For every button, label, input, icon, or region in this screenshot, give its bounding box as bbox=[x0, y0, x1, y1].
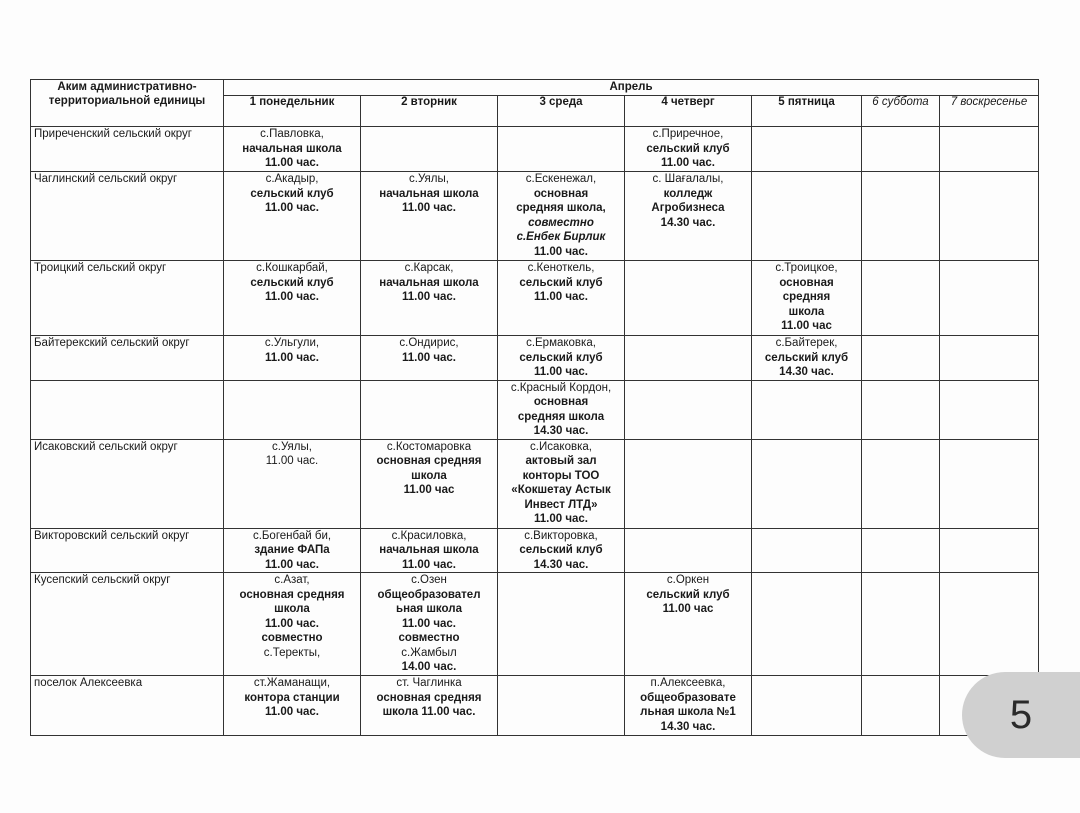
cell-line: 11.00 час. bbox=[401, 558, 456, 571]
cell-line: с.Ондирис, bbox=[399, 337, 459, 349]
cell-line: с.Приречное, bbox=[652, 128, 724, 140]
cell-line: с.Азат, bbox=[274, 574, 310, 586]
cell-line: 11.00 час. bbox=[533, 245, 588, 258]
schedule-cell bbox=[752, 380, 862, 439]
cell-line: п.Алексеевка, bbox=[650, 677, 726, 689]
admin-unit-name: Кусепский сельский округ bbox=[31, 573, 224, 676]
schedule-cell bbox=[224, 336, 361, 381]
schedule-cell bbox=[752, 676, 862, 736]
schedule-cell bbox=[361, 172, 498, 261]
cell-line: 11.00 час. bbox=[264, 291, 319, 303]
cell-line: школа bbox=[788, 305, 825, 318]
cell-line: «Кокшетау Астык bbox=[511, 484, 611, 496]
schedule-cell bbox=[625, 380, 752, 439]
schedule-cell bbox=[752, 528, 862, 573]
day-header: 2 вторник bbox=[361, 96, 498, 127]
day-header: 1 понедельник bbox=[224, 96, 361, 127]
cell-line: контора станции bbox=[244, 691, 340, 704]
cell-line: 14.30 час. bbox=[533, 425, 589, 437]
cell-line: ьная школа bbox=[396, 603, 462, 615]
cell-line: сельский клуб bbox=[250, 276, 334, 289]
schedule-cell bbox=[361, 336, 498, 381]
admin-unit-name: Исаковский сельский округ bbox=[31, 439, 224, 528]
day-header: 3 среда bbox=[498, 96, 625, 127]
schedule-body bbox=[31, 127, 1039, 736]
schedule-cell bbox=[498, 573, 625, 676]
schedule-cell bbox=[361, 439, 498, 528]
schedule-cell bbox=[752, 336, 862, 381]
schedule-cell bbox=[224, 127, 361, 172]
cell-line: 11.00 час bbox=[403, 484, 455, 496]
schedule-cell bbox=[498, 336, 625, 381]
cell-line: с.Ульгули, bbox=[264, 337, 320, 349]
cell-line: конторы ТОО bbox=[522, 469, 600, 482]
schedule-cell bbox=[224, 172, 361, 261]
admin-unit-name: Троицкий сельский округ bbox=[31, 261, 224, 336]
cell-line: с.Уялы, bbox=[272, 440, 312, 453]
schedule-cell bbox=[498, 528, 625, 573]
schedule-cell bbox=[224, 676, 361, 736]
cell-line: с.Красиловка, bbox=[391, 529, 467, 542]
cell-line: с.Озен bbox=[411, 574, 447, 586]
table-row bbox=[31, 127, 1039, 172]
cell-line: с.Исаковка, bbox=[530, 440, 592, 453]
schedule-cell bbox=[625, 528, 752, 573]
schedule-cell bbox=[940, 528, 1039, 573]
cell-line: 11.00 час. bbox=[264, 706, 319, 718]
cell-line: 11.00 час. bbox=[264, 617, 319, 630]
cell-line: основная средняя bbox=[239, 588, 345, 601]
table-row bbox=[31, 439, 1039, 528]
cell-line: ст. Чаглинка bbox=[396, 677, 462, 689]
schedule-cell bbox=[862, 573, 940, 676]
cell-line: с.Жамбыл bbox=[401, 646, 457, 659]
cell-line: 11.00 час. bbox=[264, 558, 319, 571]
schedule-cell bbox=[862, 380, 940, 439]
admin-unit-name: Чаглинский сельский округ bbox=[31, 172, 224, 261]
schedule-cell bbox=[361, 676, 498, 736]
table-row bbox=[31, 172, 1039, 261]
cell-line: 11.00 час. bbox=[401, 617, 456, 630]
schedule-cell bbox=[752, 261, 862, 336]
cell-line: с.Оркен bbox=[666, 574, 710, 586]
table-row bbox=[31, 573, 1039, 676]
cell-line: с.Акадыр, bbox=[265, 173, 319, 185]
schedule-table bbox=[30, 79, 1039, 736]
cell-line: 11.00 час. bbox=[401, 291, 456, 303]
cell-line: 11.00 час bbox=[781, 320, 832, 332]
admin-unit-name: Приреченский сельский округ bbox=[31, 127, 224, 172]
cell-line: льная школа №1 bbox=[640, 706, 736, 718]
schedule-cell bbox=[625, 127, 752, 172]
schedule-cell bbox=[498, 439, 625, 528]
table-row bbox=[31, 380, 1039, 439]
schedule-cell bbox=[498, 172, 625, 261]
cell-line: совместно bbox=[261, 632, 323, 644]
cell-line: общеобразовате bbox=[640, 691, 736, 704]
day-header: 4 четверг bbox=[625, 96, 752, 127]
cell-line: 11.00 час. bbox=[401, 351, 456, 364]
cell-line: с.Енбек Бирлик bbox=[516, 231, 606, 243]
cell-line: начальная школа bbox=[379, 187, 479, 200]
cell-line: основная bbox=[779, 276, 834, 289]
cell-line: с.Троицкое, bbox=[775, 262, 838, 274]
schedule-cell bbox=[940, 439, 1039, 528]
schedule-cell bbox=[752, 172, 862, 261]
cell-line: начальная школа bbox=[242, 142, 342, 155]
cell-line: с.Викторовка, bbox=[524, 529, 598, 542]
cell-line: сельский клуб bbox=[519, 544, 603, 556]
cell-line: Агробизнеса bbox=[651, 202, 725, 214]
admin-unit-header: Аким административно-территориальной единицы bbox=[31, 80, 224, 127]
cell-line: 14.30 час. bbox=[779, 366, 834, 378]
schedule-cell bbox=[361, 573, 498, 676]
cell-line: начальная школа bbox=[379, 276, 479, 289]
schedule-cell bbox=[862, 172, 940, 261]
cell-line: начальная школа bbox=[379, 544, 479, 556]
cell-line: 14.30 час. bbox=[533, 558, 589, 571]
cell-line: с.Теректы, bbox=[263, 646, 321, 659]
cell-line: средняя школа, bbox=[516, 202, 606, 214]
cell-line: 11.00 час. bbox=[264, 351, 319, 364]
cell-line: колледж bbox=[663, 187, 713, 200]
cell-line: основная средняя bbox=[376, 691, 482, 704]
cell-line: основная bbox=[533, 187, 589, 200]
schedule-cell bbox=[862, 261, 940, 336]
schedule-cell bbox=[625, 336, 752, 381]
table-row bbox=[31, 528, 1039, 573]
cell-line: основная средняя bbox=[376, 455, 482, 467]
cell-line: средняя bbox=[782, 291, 831, 303]
schedule-cell bbox=[940, 127, 1039, 172]
cell-line: с.Костомаровка bbox=[386, 440, 472, 453]
schedule-cell bbox=[498, 261, 625, 336]
cell-line: ст.Жаманащи, bbox=[253, 677, 331, 689]
schedule-cell bbox=[361, 261, 498, 336]
table-row bbox=[31, 336, 1039, 381]
schedule-cell bbox=[862, 336, 940, 381]
schedule-cell bbox=[752, 127, 862, 172]
cell-line: школа bbox=[411, 469, 447, 482]
cell-line: школа 11.00 час. bbox=[382, 706, 476, 718]
schedule-cell bbox=[625, 261, 752, 336]
cell-line: сельский клуб bbox=[519, 276, 603, 289]
cell-line: совместно bbox=[528, 216, 594, 229]
schedule-cell bbox=[224, 439, 361, 528]
cell-line: совместно bbox=[398, 632, 460, 644]
cell-line: с.Кошкарбай, bbox=[256, 262, 328, 274]
schedule-cell bbox=[940, 573, 1039, 676]
day-header: 5 пятница bbox=[752, 96, 862, 127]
cell-line: Инвест ЛТД» bbox=[524, 498, 598, 511]
cell-line: 11.00 час. bbox=[264, 157, 319, 169]
cell-line: 11.00 час bbox=[662, 603, 714, 615]
table-row bbox=[31, 676, 1039, 736]
cell-line: с.Уялы, bbox=[409, 173, 449, 185]
cell-line: 11.00 час. bbox=[533, 366, 588, 378]
cell-line: основная bbox=[533, 396, 589, 408]
cell-line: сельский клуб bbox=[764, 351, 849, 364]
cell-line: с.Красный Кордон, bbox=[510, 381, 612, 394]
schedule-cell bbox=[940, 380, 1039, 439]
schedule-cell bbox=[498, 127, 625, 172]
schedule-cell bbox=[224, 261, 361, 336]
cell-line: 14.30 час. bbox=[660, 216, 716, 229]
cell-line: средняя школа bbox=[517, 410, 605, 423]
cell-line: с.Павловка, bbox=[260, 128, 324, 140]
schedule-cell bbox=[940, 336, 1039, 381]
schedule-cell bbox=[361, 127, 498, 172]
cell-line: 11.00 час. bbox=[401, 202, 456, 214]
schedule-cell bbox=[498, 380, 625, 439]
month-header: Апрель bbox=[224, 80, 1039, 96]
cell-line: с.Ескенежал, bbox=[525, 173, 597, 185]
cell-line: 11.00 час. bbox=[264, 202, 319, 214]
cell-line: с.Байтерек, bbox=[775, 337, 838, 349]
cell-line: сельский клуб bbox=[646, 588, 730, 601]
schedule-cell bbox=[752, 439, 862, 528]
schedule-cell bbox=[361, 380, 498, 439]
cell-line: 11.00 час. bbox=[660, 157, 715, 169]
cell-line: с.Богенбай би, bbox=[252, 529, 332, 542]
schedule-cell bbox=[862, 528, 940, 573]
admin-unit-name bbox=[31, 380, 224, 439]
cell-line: 11.00 час. bbox=[533, 513, 588, 525]
schedule-cell bbox=[940, 172, 1039, 261]
schedule-cell bbox=[625, 676, 752, 736]
cell-line: 14.00 час. bbox=[401, 661, 457, 673]
schedule-cell bbox=[625, 573, 752, 676]
cell-line: актовый зал bbox=[525, 455, 597, 467]
admin-unit-name: поселок Алексеевка bbox=[31, 676, 224, 736]
cell-line: с.Ермаковка, bbox=[526, 337, 596, 349]
cell-line: здание ФАПа bbox=[254, 544, 330, 556]
day-header: 7 воскресенье bbox=[940, 96, 1039, 127]
cell-line: сельский клуб bbox=[519, 351, 603, 364]
page-number-badge: 5 bbox=[962, 672, 1080, 758]
schedule-cell bbox=[862, 676, 940, 736]
cell-line: 11.00 час. bbox=[533, 291, 588, 303]
schedule-cell bbox=[752, 573, 862, 676]
schedule-cell bbox=[361, 528, 498, 573]
cell-line: общеобразовател bbox=[377, 588, 481, 601]
schedule-cell bbox=[498, 676, 625, 736]
schedule-cell bbox=[224, 380, 361, 439]
schedule-cell bbox=[625, 439, 752, 528]
cell-line: 14.30 час. bbox=[660, 720, 716, 733]
admin-unit-name: Байтерекский сельский округ bbox=[31, 336, 224, 381]
cell-line: с. Шағалалы, bbox=[652, 173, 724, 185]
cell-line: с.Кеноткель, bbox=[527, 262, 595, 274]
schedule-cell bbox=[940, 261, 1039, 336]
cell-line: 11.00 час. bbox=[265, 455, 319, 467]
schedule-cell bbox=[224, 573, 361, 676]
schedule-cell bbox=[862, 127, 940, 172]
cell-line: с.Карсак, bbox=[404, 262, 454, 274]
schedule-cell bbox=[862, 439, 940, 528]
cell-line: школа bbox=[274, 603, 310, 615]
cell-line: сельский клуб bbox=[250, 187, 334, 200]
day-header: 6 суббота bbox=[862, 96, 940, 127]
cell-line: сельский клуб bbox=[646, 142, 730, 155]
table-row bbox=[31, 261, 1039, 336]
admin-unit-name: Викторовский сельский округ bbox=[31, 528, 224, 573]
schedule-cell bbox=[625, 172, 752, 261]
schedule-cell bbox=[224, 528, 361, 573]
